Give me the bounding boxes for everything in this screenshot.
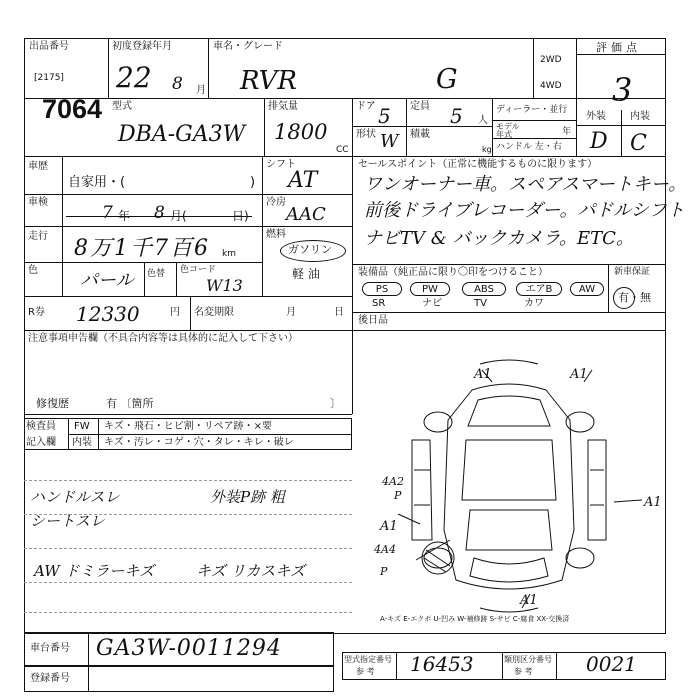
drive-4wd: 4WD <box>540 81 562 91</box>
chassis-value: GA3W-0011294 <box>96 636 282 661</box>
diag-label-a1-left: A1 <box>380 519 398 534</box>
history-value: 自家用・( <box>68 175 126 190</box>
model-year-label: モデル年式 <box>496 122 520 139</box>
divider <box>24 296 352 297</box>
divider <box>621 110 622 156</box>
history-close: ) <box>250 175 256 190</box>
dealer-label: ディーラー・並行 <box>496 105 568 115</box>
new-car-options: 有・無 <box>618 291 651 304</box>
divider <box>352 312 666 313</box>
divider <box>352 264 666 265</box>
cc-unit: CC <box>336 145 349 155</box>
diag-label-a1-right: A1 <box>644 495 662 510</box>
after-label: 後日品 <box>358 315 388 326</box>
note-exterior-p: 外装P跡 粗 <box>210 488 285 506</box>
repair-close: 〕 <box>330 397 341 410</box>
seats-label: 定員 <box>410 101 430 112</box>
repair-value: 有 〔箇所 <box>106 397 154 410</box>
category-value: 0021 <box>586 652 637 676</box>
divider <box>68 418 69 450</box>
repair-label: 修復歴 <box>36 397 69 410</box>
divider <box>264 98 265 156</box>
exterior-label: 外装 <box>586 111 606 122</box>
month-unit: 月 <box>196 85 206 96</box>
header-divider <box>24 98 666 99</box>
diag-label-p2: P <box>380 565 388 578</box>
equip-ps: PS <box>362 282 402 296</box>
displacement-value: 1800 <box>274 120 328 144</box>
shaken-label: 車検 <box>28 197 48 208</box>
interior-ins-label: 内装 <box>72 437 92 448</box>
interior-ins-items: キズ・汚レ・コゲ・穴・タレ・キレ・破レ <box>104 437 294 448</box>
divider <box>108 38 109 98</box>
kg-unit: kg <box>482 145 492 154</box>
equip-navi: ナビ <box>422 298 442 309</box>
paint-label: 色替 <box>147 269 166 279</box>
first-reg-year: 22 <box>116 61 152 94</box>
fuel-alt: 軽 油 <box>292 267 320 281</box>
divider <box>576 38 577 156</box>
equip-abs: ABS <box>462 282 506 296</box>
divider <box>576 54 666 55</box>
handle-label: ハンドル 左・右 <box>496 142 562 152</box>
equip-pw: PW <box>410 282 450 296</box>
equip-leather: カワ <box>524 298 544 309</box>
grade: G <box>436 64 458 95</box>
doors-label: ドア <box>356 101 376 112</box>
divider <box>262 226 352 227</box>
grade-label: 評価点 <box>596 41 641 54</box>
category-label: 類別区分番号 <box>504 655 552 664</box>
note-scratch: キズ リカスキズ <box>196 562 306 580</box>
color-code-value: W13 <box>206 276 243 295</box>
divider <box>492 98 493 156</box>
recycle-value: 12330 <box>76 302 140 326</box>
note-aw-mirror: AW ドミラーキズ <box>34 562 155 580</box>
shaken-day-unit: 日) <box>232 209 249 223</box>
type-num-value: 16453 <box>410 652 474 676</box>
reg-box <box>24 666 334 692</box>
type-label: 型式 <box>112 101 132 112</box>
fw-items: キズ・飛石・ヒビ割・リペア跡・×要 <box>104 421 272 432</box>
new-car-label: 新車保証 <box>614 267 651 277</box>
reg-label: 登録番号 <box>30 673 70 684</box>
divider <box>406 98 407 156</box>
shaken-year-unit: 年 <box>118 209 131 223</box>
divider <box>533 38 534 98</box>
specs-divider <box>24 156 666 157</box>
note-line <box>24 480 352 481</box>
yen-unit: 円 <box>170 307 180 318</box>
divider <box>88 632 89 666</box>
divider <box>608 264 609 312</box>
interior-label: 内装 <box>630 111 650 122</box>
divider <box>208 38 209 98</box>
model-label: 車名・グレード <box>213 41 283 52</box>
category-sub: 参 考 <box>514 667 533 676</box>
shaken-month: 8 <box>154 203 165 223</box>
diagram-legend: A-キズ E-エクボ U-凹み W-補修跡 S-サビ C-腐食 XX-交換済 <box>380 615 570 623</box>
equipment-label: 装備品（純正品に限り〇印をつけること） <box>358 267 548 278</box>
name-change-label: 名変期限 <box>194 307 234 318</box>
sales-points-label: セールスポイント（正常に機能するものに限ります） <box>358 159 598 170</box>
type-num-sub: 参 考 <box>356 667 375 676</box>
note-line <box>24 582 352 583</box>
divider <box>352 126 492 127</box>
type-num-label: 型式指定番号 <box>344 655 392 664</box>
load-label: 積載 <box>410 129 430 140</box>
diag-label-4a2: 4A2 <box>382 475 404 488</box>
shift-value: AT <box>288 168 318 193</box>
divider <box>144 262 145 296</box>
notes-label: 注意事項申告欄（不具合内容等は具体的に記入して下さい） <box>28 333 298 344</box>
km-unit: km <box>222 249 236 259</box>
divider <box>68 434 352 435</box>
equip-airbag: エアB <box>516 282 562 296</box>
lot-small: [2175] <box>34 73 64 83</box>
mileage-value: 8万1千7百6 <box>74 236 210 261</box>
note-line <box>24 548 352 549</box>
divider <box>24 194 262 195</box>
divider <box>352 156 353 330</box>
inspector-label-2: 記入欄 <box>26 437 56 448</box>
divider <box>24 226 262 227</box>
chassis-label: 車台番号 <box>30 643 70 654</box>
divider <box>24 262 262 263</box>
divider <box>352 98 353 156</box>
divider <box>88 666 89 692</box>
divider <box>24 414 352 415</box>
shape-value: W <box>380 131 399 152</box>
diag-label-p1: P <box>394 489 402 502</box>
first-reg-label: 初度登録年月 <box>112 41 172 52</box>
history-label: 車歴 <box>28 161 48 172</box>
person-unit: 人 <box>478 115 488 126</box>
interior-value: C <box>630 131 647 156</box>
seats-value: 5 <box>450 104 463 128</box>
divider <box>502 652 503 680</box>
name-change-day: 日 <box>334 307 344 318</box>
equip-tv: TV <box>474 298 487 309</box>
divider <box>98 418 99 450</box>
displacement-label: 排気量 <box>268 101 298 112</box>
equip-sr: SR <box>372 298 386 309</box>
color-code-label: 色コード <box>180 265 217 275</box>
type-value: DBA-GA3W <box>118 122 246 147</box>
divider <box>262 194 352 195</box>
ac-value: AAC <box>286 204 326 225</box>
shape-label: 形状 <box>356 129 376 140</box>
lot-number: 7064 <box>42 94 103 124</box>
lot-label: 出品番号 <box>29 41 69 52</box>
sales-line-1: ワンオーナー車。スペアスマートキー。 <box>364 174 687 195</box>
note-seat: シートスレ <box>30 512 105 530</box>
name-change-month: 月 <box>286 307 296 318</box>
car-name: RVR <box>240 66 298 96</box>
first-reg-month: 8 <box>172 74 183 94</box>
ac-label: 冷房 <box>266 197 286 208</box>
shaken-strike <box>66 216 252 217</box>
new-car-circle <box>613 287 635 309</box>
shaken-year: 7 <box>102 203 113 223</box>
drive-2wd: 2WD <box>540 55 562 65</box>
doors-value: 5 <box>378 104 391 128</box>
mileage-label: 走行 <box>28 231 48 242</box>
diag-label-4a4: 4A4 <box>374 543 396 556</box>
grade-value: 3 <box>612 71 633 109</box>
sales-line-2: 前後ドライブレコーダー。パドルシフト <box>364 200 685 221</box>
exterior-value: D <box>590 129 608 154</box>
shaken-month-unit: 月( <box>170 209 187 223</box>
equip-aw: AW <box>570 282 604 296</box>
color-value: パール <box>80 270 134 291</box>
color-label: 色 <box>28 265 38 276</box>
diag-label-a1-front-left: A1 <box>474 367 492 382</box>
divider <box>190 296 191 330</box>
sales-line-3: ナビTV & バックカメラ。ETC。 <box>364 228 634 249</box>
divider <box>556 652 557 680</box>
divider <box>396 652 397 680</box>
fuel-value: ガソリン <box>288 243 332 256</box>
note-handle: ハンドルスレ <box>30 488 120 506</box>
divider <box>492 120 576 121</box>
fw-label: FW <box>74 421 90 432</box>
recycle-label: R券 <box>28 307 45 318</box>
year-unit: 年 <box>562 127 572 137</box>
fuel-label: 燃料 <box>266 229 286 240</box>
note-line <box>24 612 352 613</box>
diag-label-a1-rear: A1 <box>520 593 538 608</box>
divider <box>176 262 177 296</box>
diag-label-a1-front-right: A1 <box>570 367 588 382</box>
inspector-label-1: 検査員 <box>26 421 56 432</box>
shift-label: シフト <box>266 159 296 170</box>
